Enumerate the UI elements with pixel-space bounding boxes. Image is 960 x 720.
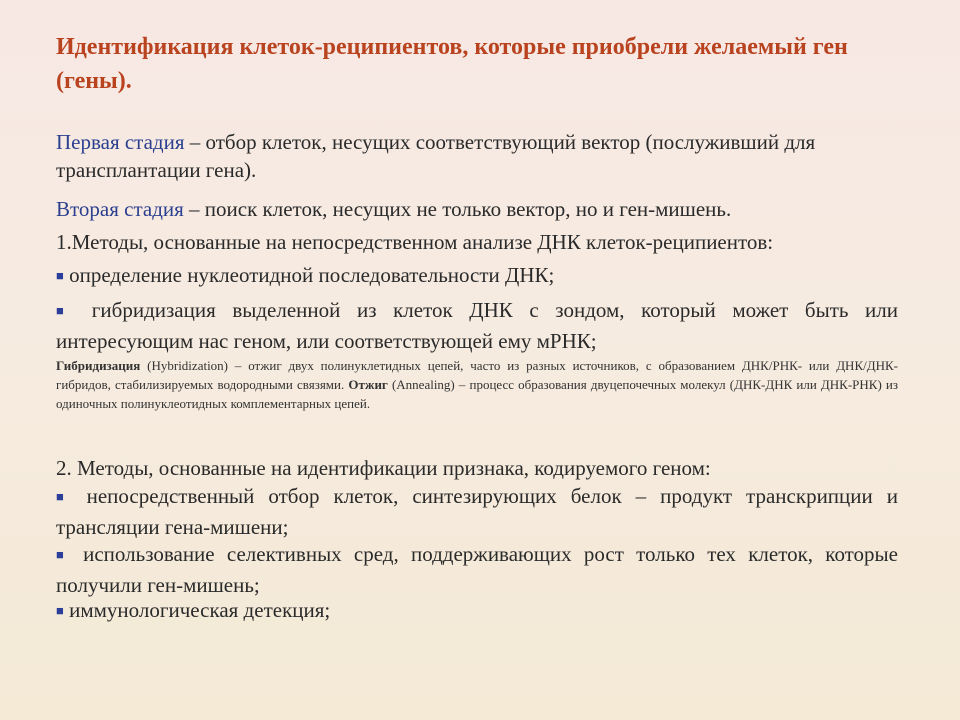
bullet-square-icon: ■	[56, 603, 64, 618]
list-item-text: гибридизация выделенной из клеток ДНК с зондом, который может быть или интересующим нас геном, или соответствующей ему мРНК;	[56, 298, 899, 353]
definition-text-annealing: (Annealing) – процесс образования двуцепочечных молекул (ДНК-ДНК или ДНК-РНК) из одиночных полинуклеотидных комплементарных цепей.	[56, 377, 898, 411]
list-item-text: иммунологическая детекция;	[69, 598, 331, 622]
bullet-square-icon: ■	[56, 489, 73, 504]
list-item	[56, 296, 898, 355]
stage-one-label: Первая стадия	[56, 130, 185, 154]
slide-title: Идентификация клеток-реципиентов, которые приобрели желаемый ген (гены).	[56, 34, 848, 94]
stage-two-label: Вторая стадия	[56, 197, 184, 221]
bullet-square-icon: ■	[56, 303, 76, 318]
definition-term-hybridization: Гибридизация	[56, 358, 141, 373]
definition-term-annealing: Отжиг	[348, 377, 388, 392]
methods-one-heading: 1.Методы, основанные на непосредственном анализе ДНК клеток-реципиентов:	[56, 230, 774, 254]
bullet-square-icon: ■	[56, 268, 64, 283]
list-item	[56, 596, 898, 627]
stage-one-paragraph	[56, 128, 898, 184]
definitions-note	[56, 356, 898, 413]
list-item-text: непосредственный отбор клеток, синтезирующих белок – продукт транскрипции и трансляции гена-мишени;	[56, 484, 898, 539]
stage-two-text: – поиск клеток, несущих не только вектор, но и ген-мишень.	[183, 197, 732, 221]
list-item	[56, 540, 898, 599]
stage-one-text: – отбор клеток, несущих соответствующий вектор (послуживший для трансплантации гена).	[56, 130, 816, 182]
list-item	[56, 261, 898, 292]
definition-text-hybridization: (Hybridization) – отжиг двух полинуклетидных цепей, часто из разных источников, с образованием ДНК/РНК- или ДНК/ДНК-гибридов, стабилизируемых водородными связями.	[56, 358, 898, 392]
stage-two-paragraph	[56, 195, 898, 223]
list-item-text: использование селективных сред, поддерживающих рост только тех клеток, которые получили ген-мишень;	[56, 542, 898, 597]
methods-two-heading: 2. Методы, основанные на идентификации признака, кодируемого геном:	[56, 456, 711, 480]
list-item-text: определение нуклеотидной последовательности ДНК;	[69, 263, 555, 287]
bullet-square-icon: ■	[56, 547, 71, 562]
list-item	[56, 482, 898, 541]
